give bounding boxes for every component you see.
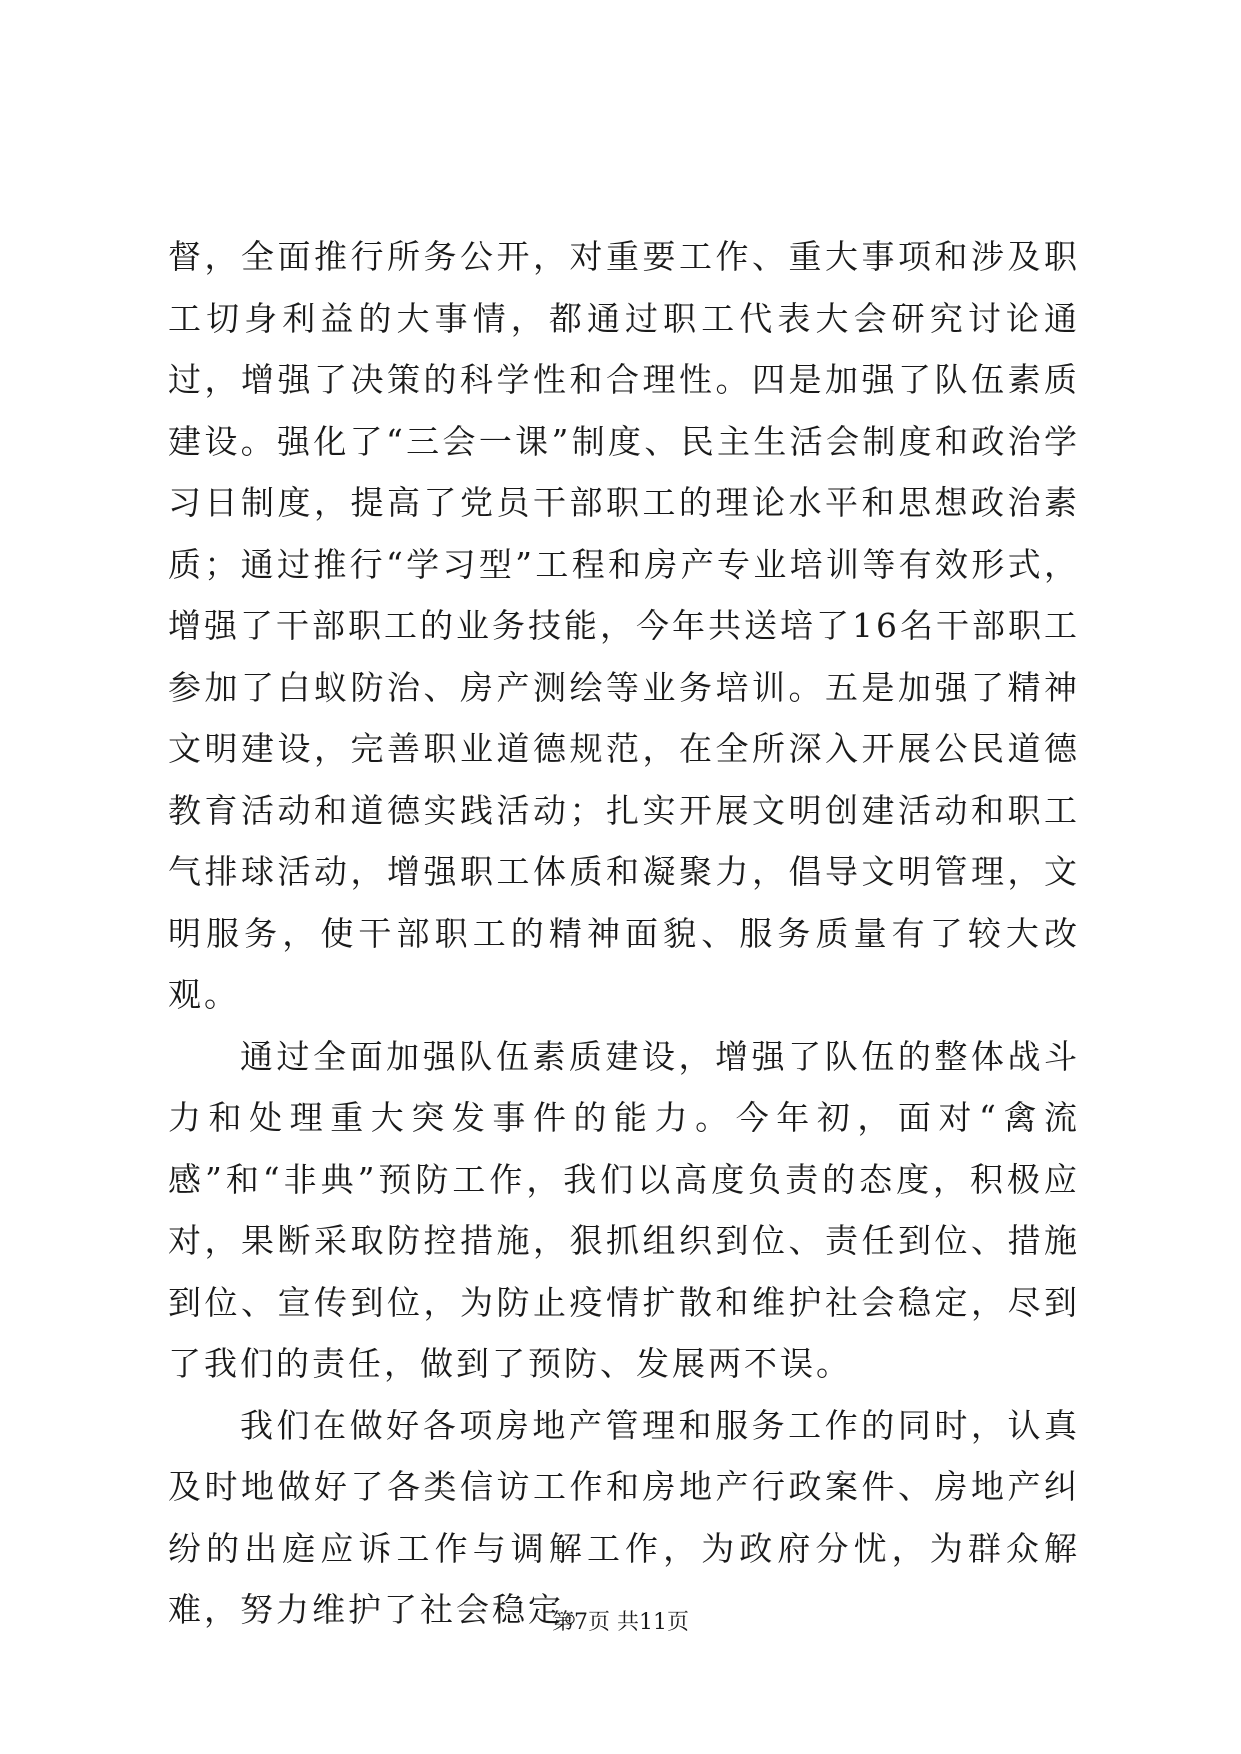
paragraph-continued: 督，全面推行所务公开，对重要工作、重大事项和涉及职工切身利益的大事情，都通过职工代表大会研究讨论通过，增强了决策的科学性和合理性。四是加强了队伍素质建设。强化了“三会一课”制度、民主生活会制度和政治学习日制度，提高了党员干部职工的理论水平和思想政治素质；通过推行“学习型”工程和房产专业培训等有效形式，增强了干部职工的业务技能，今年共送培了16名干部职工参加了白蚁防治、房产测绘等业务培训。五是加强了精神文明建设，完善职业道德规范，在全所深入开展公民道德教育活动和道德实践活动；扎实开展文明创建活动和职工气排球活动，增强职工体质和凝聚力，倡导文明管理，文明服务，使干部职工的精神面貌、服务质量有了较大改观。 xyxy=(168,237,1080,1014)
paragraph-team-building: 通过全面加强队伍素质建设，增强了队伍的整体战斗力和处理重大突发事件的能力。今年初，面对“禽流感”和“非典”预防工作，我们以高度负责的态度，积极应对，果断采取防控措施，狠抓组织到位、责任到位、措施到位、宣传到位，为防止疫情扩散和维护社会稳定，尽到了我们的责任，做到了预防、发展两不误。 xyxy=(168,1036,1080,1383)
document-body xyxy=(168,226,1080,1641)
paragraph-petition-work: 我们在做好各项房地产管理和服务工作的同时，认真及时地做好了各类信访工作和房地产行政案件、房地产纠纷的出庭应诉工作与调解工作，为政府分忧，为群众解难，努力维护了社会稳定。 xyxy=(168,1405,1080,1629)
page-number-footer: 第7页 共11页 xyxy=(552,1610,689,1635)
